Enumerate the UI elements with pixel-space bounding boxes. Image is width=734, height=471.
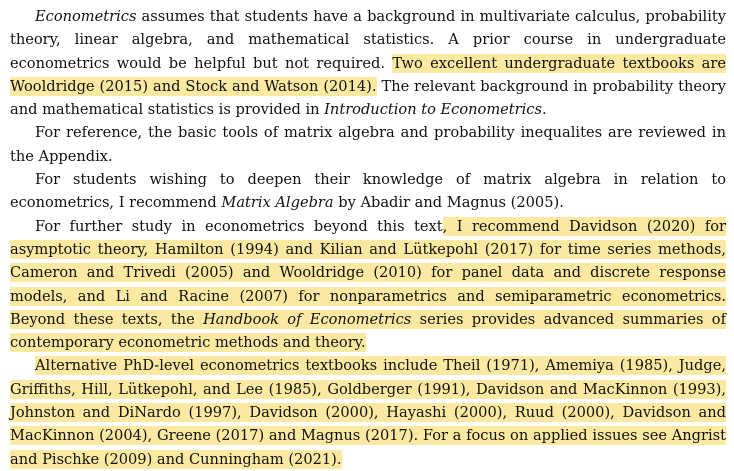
text-run: Introduction to Econometrics (324, 101, 542, 119)
paragraph-reference (10, 121, 726, 168)
highlighted-text: Alternative PhD-level econometrics textbooks include Theil (1971), Amemiya (1985), Judge, Griffiths, Hill, Lütkepohl, and Lee (1985), Goldberger (1991), Davidson and MacKinnon (1993), Johnston and DiNardo (1997), Davidson (2000), Hayashi (2000), Ruud (2000), Davidson and MacKinnon (2004), Greene (2017) and Magnus (2017). For a focus on applied issues see Angrist and Pischke (2009) and Cunningham (2021). (10, 357, 726, 468)
text-run: For reference, the basic tools of matrix algebra and probability inequalites are reviewed in the Appendix. (10, 124, 726, 165)
text-run: For further study in econometrics beyond this text (35, 217, 443, 235)
highlighted-text: Two excellent undergraduate textbooks are Wooldridge (2015) and Stock and Watson (2014). (10, 54, 726, 95)
paragraph-prerequisites (10, 5, 726, 121)
text-run: by Abadir and Magnus (2005). (333, 194, 564, 212)
highlighted-text: Handbook of Econometrics (203, 310, 412, 328)
paragraph-alternative-textbooks (10, 354, 726, 470)
paragraph-matrix-algebra (10, 168, 726, 215)
text-run: For students wishing to deepen their knowledge of matrix algebra in relation to econometrics, I recommend (10, 171, 726, 212)
text-run: assumes that students have a background in multivariate calculus, probability theory, linear algebra, and mathematical statistics. A prior course in undergraduate econometrics would be helpful but not required. (10, 8, 726, 72)
text-run: Econometrics (35, 8, 137, 25)
highlighted-text: , I recommend Davidson (2020) for asymptotic theory, Hamilton (1994) and Kilian and Lütkepohl (2017) for time series methods, Cameron and Trivedi (2005) and Wooldridge (2010) for panel data and discrete response models, and Li and Racine (2007) for nonparametrics and semiparametric econometrics. Beyond these texts, the (10, 217, 726, 328)
text-run: The relevant background in probability theory and mathematical statistics is provided in (10, 77, 726, 119)
text-run: . (541, 101, 547, 119)
highlighted-text: series provides advanced summaries of contemporary econometric methods and theory. (10, 310, 726, 352)
text-run: Matrix Algebra (221, 194, 334, 212)
paragraph-further-study (10, 215, 726, 355)
document-page (10, 5, 726, 471)
